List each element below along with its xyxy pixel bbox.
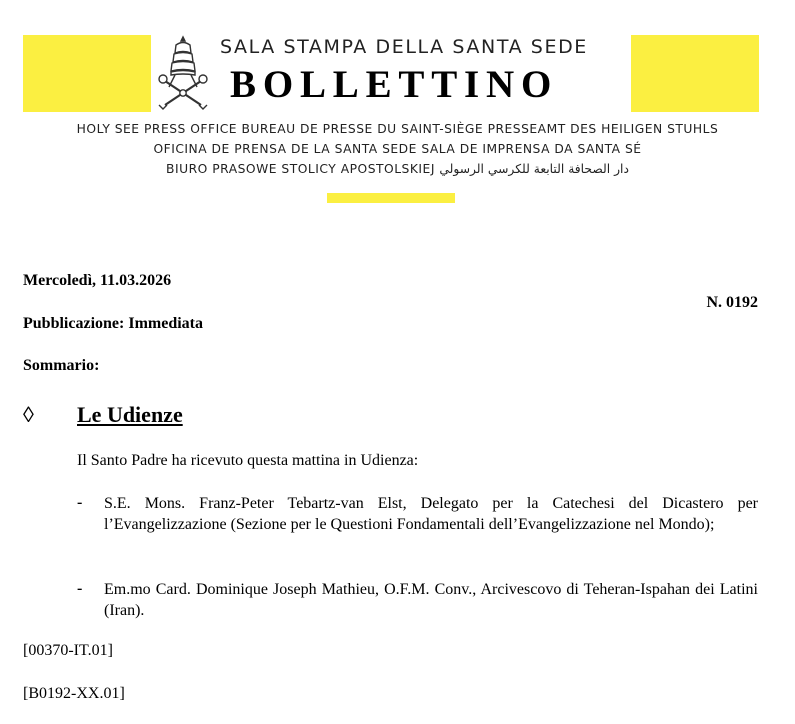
list-item: Em.mo Card. Dominique Joseph Mathieu, O.F.M. Conv., Arcivescovo di Teheran-Ispahan dei Latini (Iran).	[104, 581, 758, 619]
document-code: [00370-IT.01]	[23, 642, 113, 659]
list-item: S.E. Mons. Franz-Peter Tebartz-van Elst, Delegato per la Catechesi del Dicastero per l’Evangelizzazione (Sezione per le Questioni Fondamentali dell’Evangelizzazione nel Mondo);	[104, 495, 758, 533]
office-names-line-3: BIURO PRASOWE STOLICY APOSTOLSKIEJ دار الصحافة التابعة للكرسي الرسولي	[166, 162, 629, 176]
header-divider-band	[327, 193, 455, 203]
section-title: Le Udienze	[77, 402, 183, 427]
summary-heading: Sommario:	[23, 357, 100, 374]
bulletin-number: N. 0192	[706, 294, 758, 311]
bulletin-code: [B0192-XX.01]	[23, 685, 125, 702]
papal-keys-tiara-emblem-icon	[155, 35, 211, 110]
office-name: SALA STAMPA DELLA SANTA SEDE	[220, 36, 588, 58]
publication-status: Pubblicazione: Immediata	[23, 315, 203, 332]
header-band-left	[23, 35, 151, 112]
office-names-line-2: OFICINA DE PRENSA DE LA SANTA SEDE SALA DE IMPRENSA DA SANTA SÉ	[153, 142, 642, 156]
diamond-marker-icon: ◊	[23, 402, 34, 427]
section-intro: Il Santo Padre ha ricevuto questa mattina in Udienza:	[77, 452, 419, 469]
bulletin-date: Mercoledì, 11.03.2026	[23, 272, 172, 289]
bulletin-title: BOLLETTINO	[230, 63, 559, 106]
section-heading	[23, 402, 183, 428]
list-bullet: -	[77, 580, 83, 597]
office-names-line-1: HOLY SEE PRESS OFFICE BUREAU DE PRESSE DU SAINT-SIÈGE PRESSEAMT DES HEILIGEN STUHLS	[76, 122, 719, 136]
list-bullet: -	[77, 494, 83, 511]
header-band-right	[631, 35, 759, 112]
